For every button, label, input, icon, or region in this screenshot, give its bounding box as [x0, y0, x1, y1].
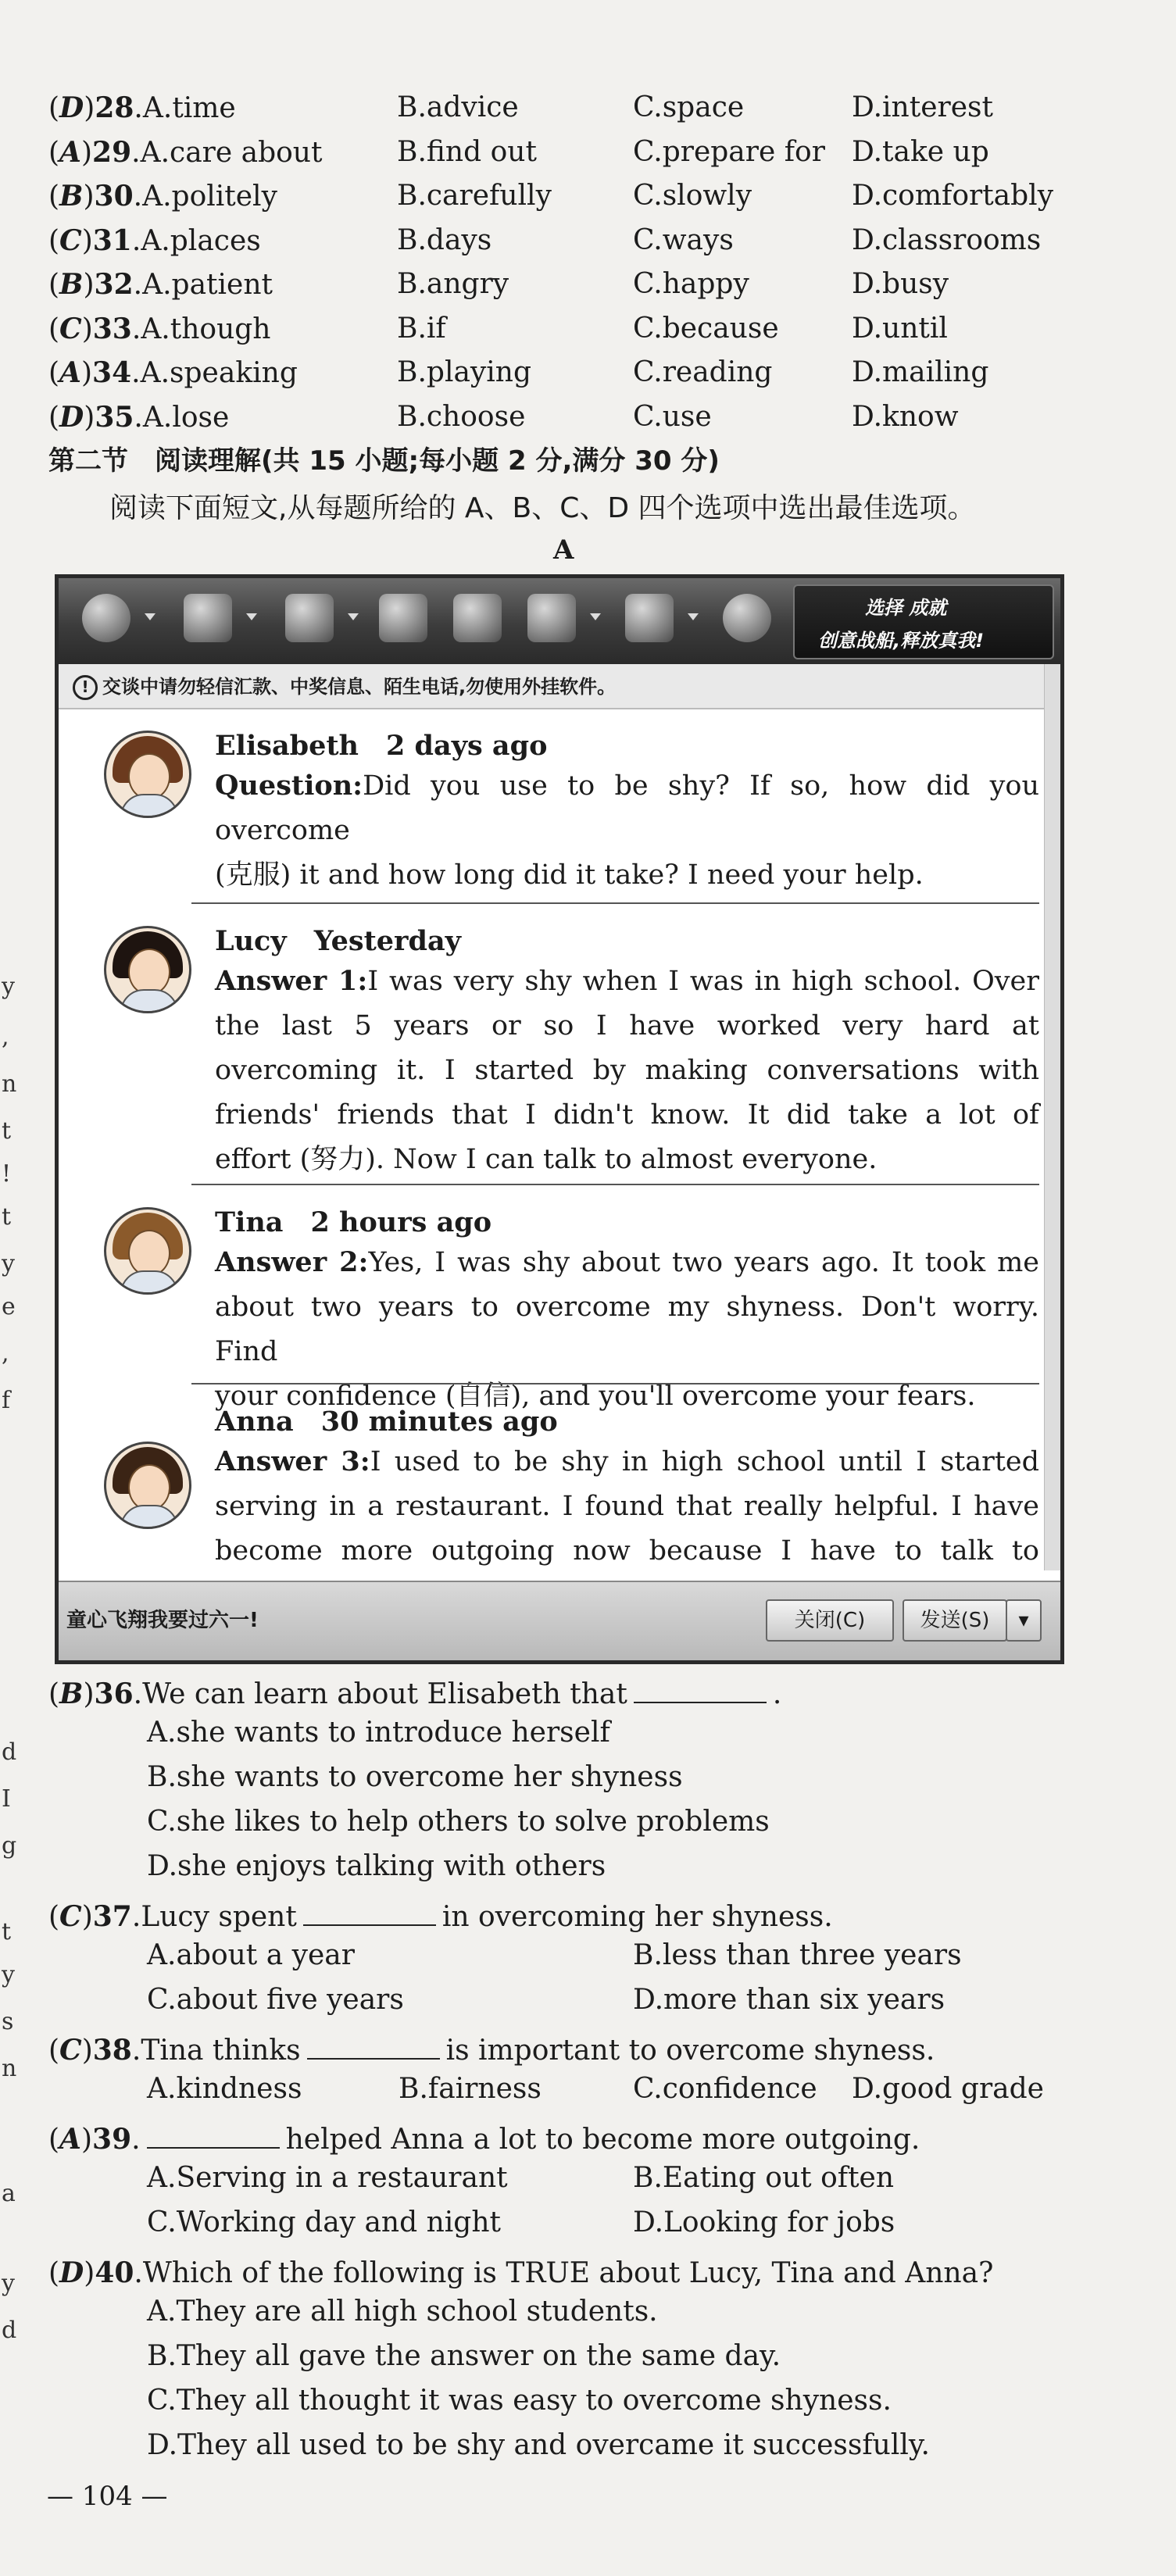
question-number: 28 — [95, 91, 134, 124]
avatar — [104, 926, 191, 1013]
answer-letter: D — [59, 91, 84, 124]
margin-letter: e — [2, 1293, 16, 1320]
answer-letter: A — [59, 2123, 81, 2156]
answer-letter: C — [59, 1900, 82, 1933]
answer-letter: A — [59, 135, 81, 169]
scrollbar[interactable] — [1044, 664, 1060, 1570]
post-author: Lucy Yesterday — [215, 925, 461, 957]
option-c: C.use — [633, 400, 712, 433]
option-b: B.find out — [397, 135, 537, 168]
microphone-icon — [184, 594, 232, 642]
margin-letter: I — [2, 1785, 11, 1813]
avatar — [104, 731, 191, 818]
avatar — [104, 1207, 191, 1295]
margin-letter: t — [2, 1918, 12, 1945]
dropdown-arrow-icon — [246, 613, 257, 620]
option-d: D.busy — [852, 268, 949, 300]
option-d: D.until — [852, 312, 948, 345]
question-36-stem: (B)36.We can learn about Elisabeth that . — [48, 1677, 782, 1710]
option-a: A.about a year — [147, 1939, 355, 1971]
post-separator — [191, 1383, 1039, 1384]
answer-letter: C — [59, 223, 82, 257]
option-b: B.carefully — [397, 180, 552, 212]
option-b: B.advice — [397, 91, 519, 123]
banner-line2: 创意战船,释放真我! — [818, 630, 985, 652]
option-a: A.lose — [142, 401, 230, 434]
option-d: D.They all used to be shy and overcame it successfully. — [147, 2429, 930, 2461]
answer-letter: B — [59, 180, 84, 213]
option-c: C.reading — [633, 356, 773, 388]
option-a: A.places — [141, 224, 261, 257]
post-line-text: friends' friends that I didn't know. It did take a lot of — [215, 1099, 1039, 1131]
question-number: 29 — [92, 135, 132, 169]
margin-letter: ! — [2, 1160, 12, 1188]
post-line-text: I used to be shy in high school until I started — [370, 1446, 1040, 1477]
ad-banner — [793, 584, 1054, 659]
option-d: D.interest — [852, 91, 993, 123]
option-b: B.days — [397, 223, 492, 256]
stem-text: Lucy spent — [141, 1901, 297, 1933]
post-line-text: effort (努力). Now I can talk to almost everyone. — [215, 1144, 878, 1175]
send-options-dropdown[interactable] — [1006, 1599, 1042, 1642]
post-line — [215, 1240, 1039, 1285]
stem-text: Tina thinks — [141, 2035, 301, 2067]
answer-letter: B — [59, 268, 84, 301]
question-number: 34 — [92, 356, 132, 389]
post-line-text: Did you use to be shy? If so, how did you overcome — [215, 770, 1039, 846]
post-line — [215, 1439, 1039, 1485]
option-b: B.Eating out often — [633, 2162, 895, 2194]
option-c: C.Working day and night — [147, 2206, 501, 2238]
section-instruction: 阅读下面短文,从每题所给的 A、B、C、D 四个选项中选出最佳选项。 — [109, 492, 976, 524]
margin-letter: f — [2, 1387, 11, 1414]
post-line — [215, 1093, 1039, 1138]
post-lead: Question: — [215, 770, 363, 802]
option-b: B.choose — [397, 400, 526, 433]
post-line-text: about two years to overcome my shyness. Don't worry. Find — [215, 1292, 1039, 1367]
post-line — [215, 1049, 1039, 1093]
post-lead: Answer 1: — [215, 965, 368, 997]
option-a: A.politely — [142, 180, 277, 213]
question-number: 33 — [92, 312, 132, 345]
question-31-stem: (C)31.A.places — [48, 223, 261, 257]
option-a: A.They are all high school students. — [147, 2296, 658, 2328]
option-b: B.playing — [397, 356, 532, 388]
option-a: A.care about — [140, 136, 323, 169]
question-number: 38 — [92, 2034, 132, 2067]
footer-text: 童心飞翔我要过六一! — [66, 1609, 259, 1632]
question-28-stem: (D)28.A.time — [48, 91, 236, 124]
post-line — [215, 1285, 1039, 1374]
option-d: D.mailing — [852, 356, 989, 388]
post-line — [215, 1138, 1039, 1182]
margin-letter: n — [2, 1070, 17, 1098]
dropdown-arrow-icon — [348, 613, 359, 620]
post-separator — [191, 1184, 1039, 1185]
notice-text: 交谈中请勿轻信汇款、中奖信息、陌生电话,勿使用外挂软件。 — [102, 676, 617, 698]
margin-letter: g — [2, 1832, 17, 1860]
stem-text: Which of the following is TRUE about Lucy, Tina and Anna? — [142, 2257, 994, 2289]
option-c: C.happy — [633, 268, 749, 300]
dropdown-arrow-icon — [590, 613, 601, 620]
option-c: C.They all thought it was easy to overcome shyness. — [147, 2385, 892, 2417]
option-c: C.space — [633, 91, 745, 123]
margin-letter: t — [2, 1203, 12, 1231]
margin-letter: , — [2, 1340, 9, 1367]
document-icon — [453, 594, 502, 642]
answer-blank — [634, 1678, 767, 1703]
margin-letter: y — [2, 1250, 15, 1277]
margin-letter: y — [2, 973, 15, 1000]
question-32-stem: (B)32.A.patient — [48, 268, 273, 301]
close-button[interactable]: 关闭(C) — [766, 1599, 894, 1642]
option-d: D.Looking for jobs — [633, 2206, 895, 2238]
post-lead: Answer 3: — [215, 1445, 370, 1477]
chevron-down-icon: ▾ — [1018, 1609, 1029, 1632]
post-author: Anna 30 minutes ago — [215, 1406, 558, 1438]
answer-letter: B — [59, 1677, 84, 1710]
stem-text: We can learn about Elisabeth that — [142, 1678, 627, 1710]
folder-icon — [285, 594, 334, 642]
post-line — [215, 763, 1039, 853]
option-d: D.comfortably — [852, 180, 1054, 212]
option-d: D.good grade — [852, 2073, 1044, 2105]
question-number: 37 — [92, 1900, 132, 1933]
mail-icon — [379, 594, 427, 642]
post-line — [215, 853, 1039, 898]
option-a: A.though — [141, 313, 271, 345]
margin-letter: d — [2, 2317, 17, 2344]
post-line — [215, 959, 1039, 1004]
post-line-text: serving in a restaurant. I found that really helpful. I have — [215, 1491, 1039, 1522]
post-author: Elisabeth 2 days ago — [215, 730, 548, 762]
question-number: 31 — [92, 223, 132, 257]
option-a: A.speaking — [140, 357, 298, 389]
answer-letter: C — [59, 312, 82, 345]
question-number: 36 — [94, 1677, 134, 1710]
margin-letter: a — [2, 2180, 16, 2207]
section-title: 第二节 阅读理解(共 15 小题;每小题 2 分,满分 30 分) — [48, 445, 720, 477]
question-number: 40 — [95, 2256, 134, 2289]
option-b: B.angry — [397, 268, 509, 300]
option-b: B.They all gave the answer on the same day. — [147, 2340, 781, 2372]
question-39-stem: (A)39. helped Anna a lot to become more outgoing. — [48, 2123, 920, 2156]
option-a: A.patient — [142, 269, 273, 301]
answer-letter: C — [59, 2034, 82, 2067]
send-button[interactable]: 发送(S) — [903, 1599, 1007, 1642]
chat-toolbar — [59, 578, 1060, 664]
chat-footer — [59, 1581, 1060, 1660]
answer-letter: A — [59, 356, 81, 389]
question-35-stem: (D)35.A.lose — [48, 400, 230, 434]
gear-icon — [625, 594, 674, 642]
option-b: B.she wants to overcome her shyness — [147, 1761, 683, 1793]
post-line — [215, 1485, 1039, 1529]
option-a: A.she wants to introduce herself — [147, 1717, 610, 1749]
option-b: B.fairness — [399, 2073, 542, 2105]
option-c: C.confidence — [633, 2073, 817, 2105]
option-a: A.time — [142, 92, 236, 124]
margin-letter: y — [2, 1961, 15, 1988]
dropdown-arrow-icon — [145, 613, 155, 620]
dropdown-arrow-icon — [688, 613, 699, 620]
option-d: D.she enjoys talking with others — [147, 1850, 606, 1882]
question-38-stem: (C)38.Tina thinks is important to overcome shyness. — [48, 2034, 935, 2067]
option-c: C.because — [633, 312, 779, 345]
option-b: B.if — [397, 312, 446, 345]
stem-text-after: in overcoming her shyness. — [441, 1901, 833, 1933]
info-icon: ! — [73, 675, 98, 700]
option-a: A.kindness — [147, 2073, 302, 2105]
avatar — [104, 1442, 191, 1529]
stem-text-after: helped Anna a lot to become more outgoing. — [285, 2124, 920, 2156]
post-line-text: your confidence (自信), and you'll overcome your fears. — [215, 1381, 976, 1412]
post-line-text: Yes, I was shy about two years ago. It took me — [368, 1247, 1039, 1278]
passage-label: A — [553, 534, 574, 566]
stem-text-after: . — [772, 1678, 782, 1710]
post-author: Tina 2 hours ago — [215, 1206, 492, 1238]
margin-letter: d — [2, 1738, 17, 1766]
chat-window — [55, 574, 1064, 1664]
option-b: B.less than three years — [633, 1939, 962, 1971]
option-d: D.know — [852, 400, 959, 433]
s-logo-icon — [723, 594, 771, 642]
post-line-text: (克服) it and how long did it take? I need your help. — [215, 859, 924, 891]
margin-letter: n — [2, 2055, 17, 2082]
post-separator — [191, 902, 1039, 904]
option-d: D.take up — [852, 135, 989, 168]
answer-blank — [303, 1901, 436, 1926]
option-a: A.Serving in a restaurant — [147, 2162, 508, 2194]
user-icon — [527, 594, 576, 642]
banner-line1: 选择 成就 — [865, 597, 947, 619]
post-line — [215, 1004, 1039, 1049]
margin-letter: t — [2, 1117, 12, 1145]
question-30-stem: (B)30.A.politely — [48, 180, 277, 213]
post-line-text: the last 5 years or so I have worked very hard at — [215, 1010, 1039, 1041]
answer-letter: D — [59, 400, 84, 434]
option-c: C.slowly — [633, 180, 752, 212]
post-line-text: I was very shy when I was in high school. Over — [367, 966, 1039, 997]
post-body — [215, 959, 1039, 1182]
question-40-stem: (D)40.Which of the following is TRUE about Lucy, Tina and Anna? — [48, 2256, 994, 2289]
page-number: — 104 — — [47, 2481, 168, 2512]
answer-letter: D — [59, 2256, 84, 2289]
stem-text-after: is important to overcome shyness. — [445, 2035, 935, 2067]
question-29-stem: (A)29.A.care about — [48, 135, 323, 169]
question-number: 39 — [92, 2123, 132, 2156]
option-c: C.about five years — [147, 1984, 404, 2016]
option-c: C.she likes to help others to solve problems — [147, 1806, 770, 1838]
answer-blank — [147, 2124, 280, 2149]
answer-blank — [307, 2035, 440, 2060]
notice-bar — [59, 664, 1060, 709]
question-number: 35 — [95, 400, 134, 434]
option-d: D.more than six years — [633, 1984, 945, 2016]
question-34-stem: (A)34.A.speaking — [48, 356, 298, 389]
question-33-stem: (C)33.A.though — [48, 312, 271, 345]
margin-letter: y — [2, 2270, 15, 2297]
post-body — [215, 763, 1039, 898]
question-number: 32 — [94, 268, 134, 301]
margin-letter: s — [2, 2008, 14, 2035]
post-lead: Answer 2: — [215, 1246, 369, 1278]
margin-letter: , — [2, 1024, 9, 1051]
post-body — [215, 1240, 1039, 1419]
question-number: 30 — [94, 180, 134, 213]
camera-icon — [82, 594, 130, 642]
question-37-stem: (C)37.Lucy spent in overcoming her shyness. — [48, 1900, 833, 1933]
post-line — [215, 1529, 1039, 1574]
post-line-text: become more outgoing now because I have to talk to — [215, 1535, 1039, 1567]
option-c: C.ways — [633, 223, 734, 256]
option-d: D.classrooms — [852, 223, 1042, 256]
option-c: C.prepare for — [633, 135, 825, 168]
post-line-text: overcoming it. I started by making conversations with — [215, 1055, 1039, 1086]
